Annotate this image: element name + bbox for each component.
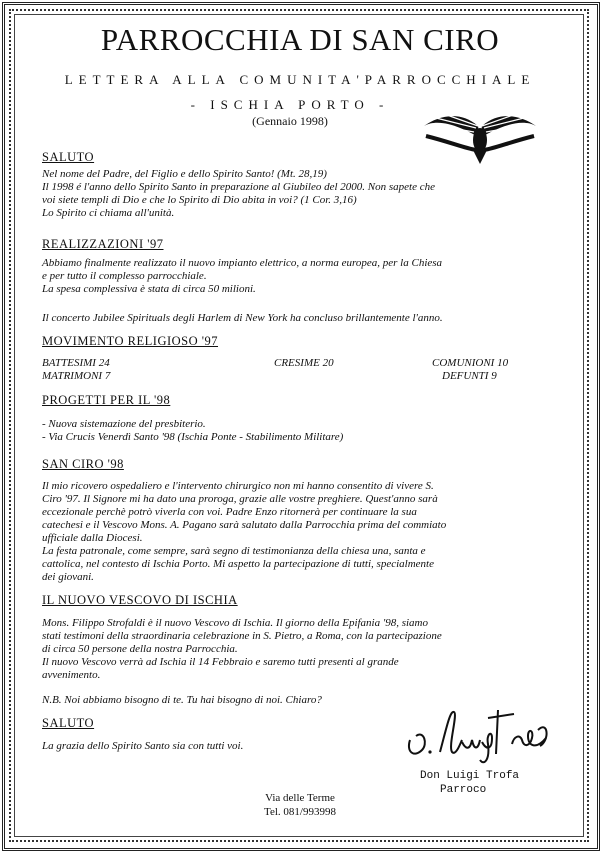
section-heading-progetti: PROGETTI PER IL '98: [42, 393, 171, 407]
letter-subtitle: LETTERA ALLA COMUNITA'PARROCCHIALE: [64, 72, 536, 87]
section-heading-saluto: SALUTO: [42, 150, 95, 164]
list-item: - Nuova sistemazione del presbiterio.: [42, 418, 206, 430]
holy-spirit-dove-icon: [420, 96, 540, 166]
section-heading-realizzazioni: REALIZZAZIONI '97: [42, 237, 164, 251]
text-line: voi siete templi di Dio e che lo Spirito di Dio abita in voi? (1 Cor. 3,16): [42, 194, 357, 206]
realizzazioni-text: [42, 257, 562, 296]
text-line: dei giovani.: [42, 571, 94, 583]
comunioni-stat: COMUNIONI 10: [432, 357, 509, 369]
concerto-text: Il concerto Jubilee Spirituals degli Harlem di New York ha concluso brillantemente l'anno.: [42, 312, 443, 324]
text-line: La spesa complessiva è stata di circa 50 milioni.: [42, 283, 256, 295]
section-heading-san-ciro: SAN CIRO '98: [42, 457, 124, 471]
handwritten-signature: [400, 700, 560, 770]
san-ciro-text: [42, 480, 562, 584]
battesimi-stat: BATTESIMI 24: [42, 357, 110, 369]
text-line: ufficiale dalla Diocesi.: [42, 532, 143, 544]
progetti-list: [42, 418, 562, 444]
nb-text: N.B. Noi abbiamo bisogno di te. Tu hai bisogno di noi. Chiaro?: [42, 694, 322, 706]
cresime-stat: CRESIME 20: [274, 357, 334, 369]
text-line: Il nuovo Vescovo verrà ad Ischia il 14 Febbraio e saremo tutti presenti al grande: [42, 656, 399, 668]
text-line: Il 1998 é l'anno dello Spirito Santo in preparazione al Giubileo del 2000. Non sapete che: [42, 181, 436, 193]
text-line: cattolica, nel contesto di Ischia Porto. Mi aspetto la partecipazione di tutti, specialmente: [42, 558, 434, 570]
signatory-name: Don Luigi Trofa: [420, 770, 520, 782]
text-line: di circa 50 persone della nostra Parrocchia.: [42, 643, 238, 655]
date-line: (Gennaio 1998): [252, 114, 328, 128]
text-line: stati testimoni della straordinaria celebrazione in S. Pietro, a Roma, con la partecipazione: [42, 630, 442, 642]
text-line: La festa patronale, come sempre, sarà segno di testimonianza della chiesa una, santa e: [42, 545, 426, 557]
footer-address: Via delle Terme: [265, 792, 335, 804]
saluto-final-text: La grazia dello Spirito Santo sia con tutti voi.: [42, 740, 244, 752]
parish-title: PARROCCHIA DI SAN CIRO: [100, 22, 500, 57]
list-item: - Via Crucis Venerdì Santo '98 (Ischia Ponte - Stabilimento Militare): [42, 431, 344, 443]
section-heading-saluto-final: SALUTO: [42, 716, 95, 730]
defunti-stat: DEFUNTI 9: [442, 370, 497, 382]
place-line: - ISCHIA PORTO -: [190, 97, 390, 112]
section-heading-movimento: MOVIMENTO RELIGIOSO '97: [42, 334, 219, 348]
text-line: Mons. Filippo Strofaldi è il nuovo Vescovo di Ischia. Il giorno della Epifania '98, siamo: [42, 617, 428, 629]
text-line: catechesi e il Vescovo Mons. A. Pagano sarà salutato dalla Parrocchia prima del commiato: [42, 519, 447, 531]
vescovo-text: [42, 617, 562, 682]
text-line: avvenimento.: [42, 669, 101, 681]
text-line: eccezionale perchè potrò viverla con voi. Padre Enzo ritornerà per continuare la sua: [42, 506, 417, 518]
text-line: Ciro '97. Il Signore mi ha dato una proroga, grazie alle vostre preghiere. Quest'anno sarà: [42, 493, 438, 505]
text-line: Lo Spirito ci chiama all'unità.: [42, 207, 175, 219]
text-line: Il mio ricovero ospedaliero e l'intervento chirurgico non mi hanno consentito di vivere S.: [42, 480, 434, 492]
text-line: Nel nome del Padre, del Figlio e dello Spirito Santo! (Mt. 28,19): [42, 168, 327, 180]
text-line: Abbiamo finalmente realizzato il nuovo impianto elettrico, a norma europea, per la Chiesa: [42, 257, 443, 269]
text-line: e per tutto il complesso parrocchiale.: [42, 270, 207, 282]
signatory-role: Parroco: [440, 784, 487, 796]
footer-phone: Tel. 081/993998: [264, 806, 336, 818]
matrimoni-stat: MATRIMONI 7: [42, 370, 111, 382]
section-heading-vescovo: IL NUOVO VESCOVO DI ISCHIA: [42, 593, 238, 607]
saluto-text: [42, 168, 562, 220]
